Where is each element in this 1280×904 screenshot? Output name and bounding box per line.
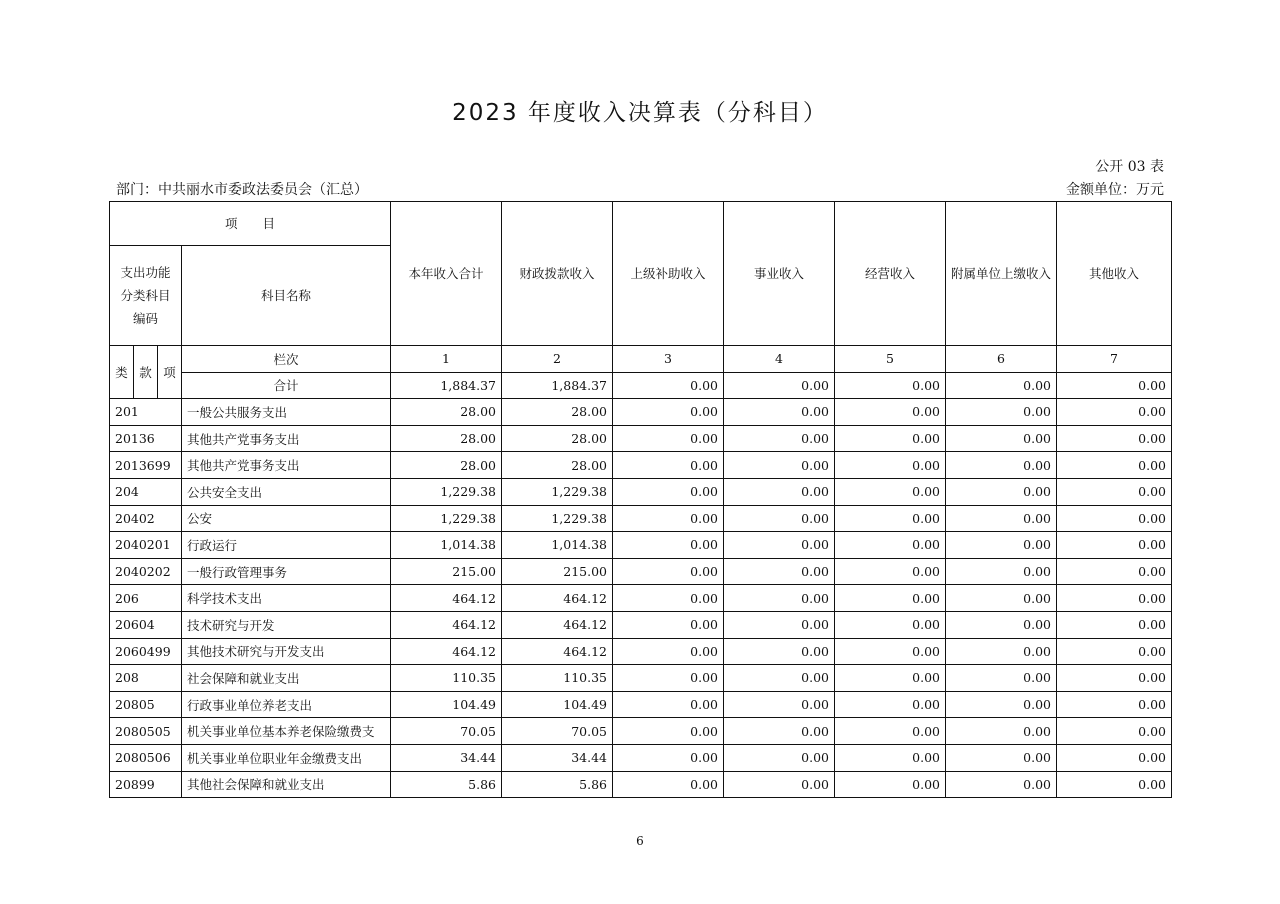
row-value: 0.00 (613, 425, 724, 452)
header-lei: 类 (110, 346, 134, 399)
row-value: 104.49 (391, 691, 502, 718)
header-col-7: 其他收入 (1057, 202, 1172, 346)
table-row (110, 478, 1172, 505)
row-value: 0.00 (724, 399, 835, 426)
header-col-3: 上级补助收入 (613, 202, 724, 346)
row-value: 0.00 (835, 558, 946, 585)
row-value: 34.44 (391, 744, 502, 771)
row-value: 1,014.38 (502, 532, 613, 559)
total-row (110, 372, 1172, 399)
row-value: 28.00 (391, 399, 502, 426)
row-value: 0.00 (946, 665, 1057, 692)
row-code: 20604 (110, 611, 182, 638)
row-value: 0.00 (1057, 611, 1172, 638)
total-label: 合计 (182, 372, 391, 399)
row-value: 1,229.38 (391, 505, 502, 532)
row-code: 201 (110, 399, 182, 426)
row-name: 一般行政管理事务 (182, 558, 391, 585)
row-value: 28.00 (502, 399, 613, 426)
row-code: 2013699 (110, 452, 182, 479)
row-value: 28.00 (391, 452, 502, 479)
row-value: 0.00 (613, 532, 724, 559)
row-name: 其他技术研究与开发支出 (182, 638, 391, 665)
row-value: 0.00 (835, 771, 946, 798)
row-value: 0.00 (835, 585, 946, 612)
total-value: 0.00 (946, 372, 1057, 399)
row-value: 0.00 (724, 638, 835, 665)
row-value: 0.00 (835, 638, 946, 665)
row-value: 110.35 (502, 665, 613, 692)
header-col-5: 经营收入 (835, 202, 946, 346)
row-value: 0.00 (724, 452, 835, 479)
total-value: 0.00 (724, 372, 835, 399)
row-value: 0.00 (613, 771, 724, 798)
row-value: 0.00 (724, 691, 835, 718)
total-value: 1,884.37 (391, 372, 502, 399)
row-value: 0.00 (613, 691, 724, 718)
table-row (110, 771, 1172, 798)
row-name: 行政运行 (182, 532, 391, 559)
header-lanci: 栏次 (182, 346, 391, 373)
row-value: 0.00 (946, 585, 1057, 612)
row-value: 0.00 (724, 744, 835, 771)
row-value: 464.12 (502, 638, 613, 665)
col-number: 4 (724, 346, 835, 373)
col-number: 5 (835, 346, 946, 373)
table-row (110, 505, 1172, 532)
form-number: 公开 03 表 (1095, 159, 1164, 175)
row-name: 公共安全支出 (182, 478, 391, 505)
total-value: 0.00 (613, 372, 724, 399)
row-name: 其他共产党事务支出 (182, 425, 391, 452)
row-value: 28.00 (502, 452, 613, 479)
header-kuan: 款 (134, 346, 158, 399)
table-row (110, 718, 1172, 745)
col-number: 6 (946, 346, 1057, 373)
row-code: 206 (110, 585, 182, 612)
row-value: 0.00 (835, 452, 946, 479)
row-code: 208 (110, 665, 182, 692)
total-value: 0.00 (835, 372, 946, 399)
row-value: 0.00 (1057, 585, 1172, 612)
row-code: 20899 (110, 771, 182, 798)
table-row (110, 744, 1172, 771)
row-value: 0.00 (1057, 718, 1172, 745)
row-value: 34.44 (502, 744, 613, 771)
table-row (110, 611, 1172, 638)
row-value: 0.00 (613, 399, 724, 426)
row-value: 0.00 (613, 611, 724, 638)
row-value: 0.00 (946, 744, 1057, 771)
row-value: 0.00 (1057, 532, 1172, 559)
row-value: 0.00 (946, 452, 1057, 479)
row-value: 0.00 (1057, 425, 1172, 452)
row-name: 公安 (182, 505, 391, 532)
row-value: 0.00 (613, 558, 724, 585)
row-name: 技术研究与开发 (182, 611, 391, 638)
page-title: 2023 年度收入决算表（分科目） (452, 100, 828, 126)
total-value: 0.00 (1057, 372, 1172, 399)
row-value: 0.00 (946, 532, 1057, 559)
table-row (110, 558, 1172, 585)
row-value: 0.00 (1057, 665, 1172, 692)
row-name: 行政事业单位养老支出 (182, 691, 391, 718)
department-label: 部门：中共丽水市委政法委员会（汇总） (116, 182, 368, 198)
row-value: 0.00 (724, 425, 835, 452)
row-value: 0.00 (946, 399, 1057, 426)
table-row (110, 585, 1172, 612)
row-value: 0.00 (946, 611, 1057, 638)
row-value: 1,014.38 (391, 532, 502, 559)
col-number: 1 (391, 346, 502, 373)
row-code: 2040201 (110, 532, 182, 559)
row-value: 104.49 (502, 691, 613, 718)
row-name: 科学技术支出 (182, 585, 391, 612)
row-value: 0.00 (835, 691, 946, 718)
row-value: 464.12 (502, 611, 613, 638)
row-value: 0.00 (835, 665, 946, 692)
row-value: 464.12 (502, 585, 613, 612)
row-value: 0.00 (1057, 505, 1172, 532)
row-value: 0.00 (724, 505, 835, 532)
header-code: 支出功能分类科目编码 (110, 246, 182, 346)
table-row (110, 691, 1172, 718)
row-value: 0.00 (946, 771, 1057, 798)
row-value: 0.00 (724, 611, 835, 638)
row-value: 28.00 (391, 425, 502, 452)
row-code: 20402 (110, 505, 182, 532)
row-code: 2080506 (110, 744, 182, 771)
table-row (110, 532, 1172, 559)
row-value: 0.00 (613, 505, 724, 532)
row-value: 0.00 (724, 478, 835, 505)
row-value: 0.00 (1057, 558, 1172, 585)
row-name: 其他社会保障和就业支出 (182, 771, 391, 798)
row-value: 0.00 (724, 771, 835, 798)
row-value: 0.00 (724, 718, 835, 745)
row-value: 0.00 (724, 665, 835, 692)
table-row (110, 425, 1172, 452)
row-code: 204 (110, 478, 182, 505)
row-value: 1,229.38 (502, 505, 613, 532)
row-name: 其他共产党事务支出 (182, 452, 391, 479)
row-value: 0.00 (835, 611, 946, 638)
row-value: 0.00 (724, 558, 835, 585)
row-value: 0.00 (724, 532, 835, 559)
row-name: 机关事业单位职业年金缴费支出 (182, 744, 391, 771)
row-value: 0.00 (835, 718, 946, 745)
col-number: 2 (502, 346, 613, 373)
row-name: 机关事业单位基本养老保险缴费支 (182, 718, 391, 745)
row-value: 0.00 (613, 744, 724, 771)
row-value: 215.00 (502, 558, 613, 585)
row-value: 0.00 (613, 665, 724, 692)
row-value: 0.00 (946, 718, 1057, 745)
row-value: 0.00 (946, 478, 1057, 505)
page-number: 6 (636, 834, 644, 848)
row-value: 0.00 (946, 691, 1057, 718)
row-value: 0.00 (1057, 452, 1172, 479)
row-value: 0.00 (946, 638, 1057, 665)
row-code: 20136 (110, 425, 182, 452)
row-value: 0.00 (613, 585, 724, 612)
header-item: 项 目 (110, 202, 391, 246)
row-value: 5.86 (391, 771, 502, 798)
row-value: 215.00 (391, 558, 502, 585)
row-value: 70.05 (502, 718, 613, 745)
row-value: 1,229.38 (502, 478, 613, 505)
row-value: 5.86 (502, 771, 613, 798)
table-row (110, 399, 1172, 426)
col-number: 7 (1057, 346, 1172, 373)
row-value: 1,229.38 (391, 478, 502, 505)
row-value: 0.00 (613, 452, 724, 479)
row-code: 20805 (110, 691, 182, 718)
row-value: 0.00 (1057, 771, 1172, 798)
row-value: 0.00 (835, 478, 946, 505)
row-value: 0.00 (946, 505, 1057, 532)
header-col-1: 本年收入合计 (391, 202, 502, 346)
row-code: 2080505 (110, 718, 182, 745)
total-value: 1,884.37 (502, 372, 613, 399)
row-value: 28.00 (502, 425, 613, 452)
row-value: 0.00 (1057, 638, 1172, 665)
row-value: 0.00 (946, 425, 1057, 452)
row-value: 0.00 (724, 585, 835, 612)
row-value: 464.12 (391, 611, 502, 638)
header-name: 科目名称 (182, 246, 391, 346)
row-value: 0.00 (1057, 478, 1172, 505)
header-col-2: 财政拨款收入 (502, 202, 613, 346)
row-value: 464.12 (391, 585, 502, 612)
table-row (110, 665, 1172, 692)
col-number: 3 (613, 346, 724, 373)
row-name: 一般公共服务支出 (182, 399, 391, 426)
row-value: 0.00 (946, 558, 1057, 585)
row-code: 2040202 (110, 558, 182, 585)
row-value: 0.00 (835, 425, 946, 452)
row-value: 0.00 (613, 718, 724, 745)
row-code: 2060499 (110, 638, 182, 665)
header-xiang: 项 (158, 346, 182, 399)
row-value: 0.00 (835, 744, 946, 771)
revenue-table (109, 201, 1172, 798)
row-value: 0.00 (613, 638, 724, 665)
row-value: 0.00 (1057, 399, 1172, 426)
row-value: 70.05 (391, 718, 502, 745)
header-col-6: 附属单位上缴收入 (946, 202, 1057, 346)
row-value: 0.00 (1057, 691, 1172, 718)
table-row (110, 452, 1172, 479)
unit-label: 金额单位：万元 (1066, 182, 1164, 198)
row-name: 社会保障和就业支出 (182, 665, 391, 692)
header-col-4: 事业收入 (724, 202, 835, 346)
row-value: 0.00 (613, 478, 724, 505)
row-value: 0.00 (835, 532, 946, 559)
row-value: 464.12 (391, 638, 502, 665)
row-value: 0.00 (835, 505, 946, 532)
row-value: 0.00 (1057, 744, 1172, 771)
table-row (110, 638, 1172, 665)
row-value: 0.00 (835, 399, 946, 426)
row-value: 110.35 (391, 665, 502, 692)
